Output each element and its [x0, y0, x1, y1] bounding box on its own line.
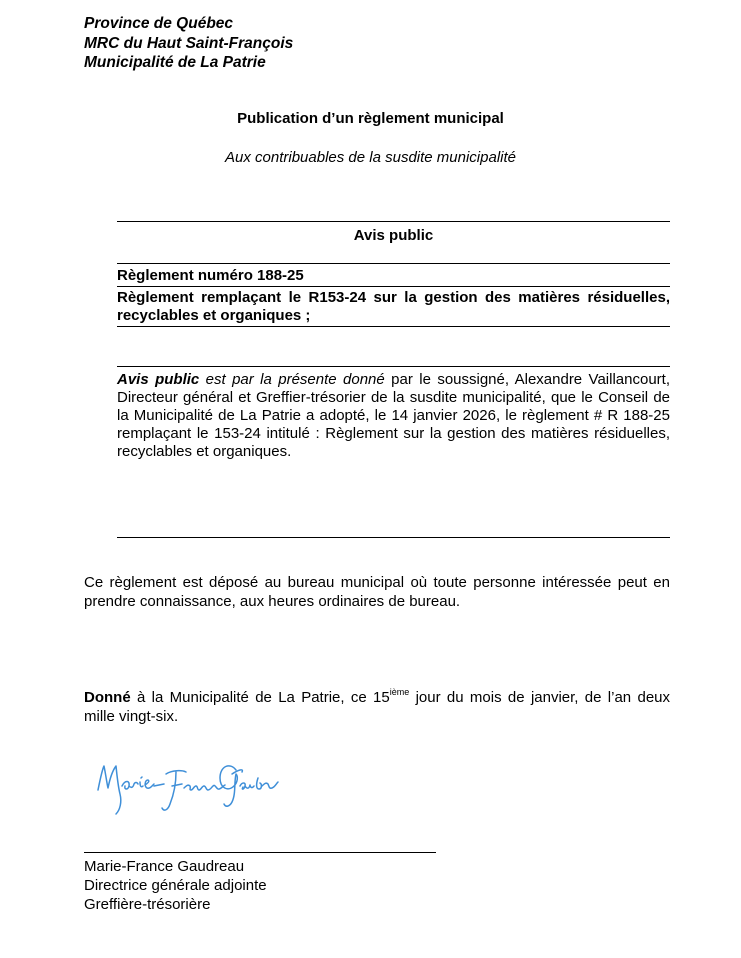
signatory-title-1: Directrice générale adjointe	[84, 877, 267, 894]
given-bold: Donné	[84, 689, 131, 706]
divider	[117, 326, 670, 327]
divider	[117, 366, 670, 367]
document-title: Publication d’un règlement municipal	[237, 110, 504, 127]
notice-body-italic: est par la présente donné	[199, 371, 385, 388]
municipality-header	[84, 14, 293, 73]
given-text-2: jour du mois de janvier, de l’an deux mille vingt-six.	[84, 689, 671, 725]
bylaw-title: Règlement remplaçant le R153-24 sur la gestion des matières résiduelles, recyclables et organiques ;	[117, 289, 670, 324]
header-municipality: Municipalité de La Patrie	[84, 54, 266, 71]
divider-top	[117, 221, 670, 222]
document-subtitle: Aux contribuables de la susdite municipalité	[225, 149, 516, 166]
bylaw-number: Règlement numéro 188-25	[117, 267, 304, 284]
divider-bottom	[117, 537, 670, 538]
divider	[117, 263, 670, 264]
signature-block	[84, 857, 267, 914]
signatory-title-2: Greffière-trésorière	[84, 896, 211, 913]
divider	[117, 286, 670, 287]
given-superscript: ième	[389, 687, 410, 697]
notice-body-text: par le soussigné, Alexandre Vaillancourt, Directeur général et Greffier-trésorier de la susdite municipalité, que le Conseil de la Municipalité de La Patrie a adopté, le 14 janvier 2026, le règlement # R 188-25 remplaçant le 153-24 intitulé : Règlement sur la gestion des matières résiduelles, recyclables et organiques.	[117, 371, 670, 460]
signature-line	[84, 852, 436, 853]
header-province: Province de Québec	[84, 15, 234, 32]
deposit-paragraph: Ce règlement est déposé au bureau municipal où toute personne intéressée peut en prendre connaissance, aux heures ordinaires de bureau.	[84, 574, 670, 610]
given-paragraph	[84, 688, 670, 726]
notice-body-bold: Avis public	[117, 371, 200, 388]
handwritten-signature	[92, 748, 292, 820]
notice-heading: Avis public	[353, 227, 434, 244]
header-mrc: MRC du Haut Saint-François	[84, 34, 294, 52]
given-text-1: à la Municipalité de La Patrie, ce 15	[130, 689, 390, 706]
signatory-name: Marie-France Gaudreau	[84, 858, 245, 875]
notice-body	[117, 371, 670, 461]
